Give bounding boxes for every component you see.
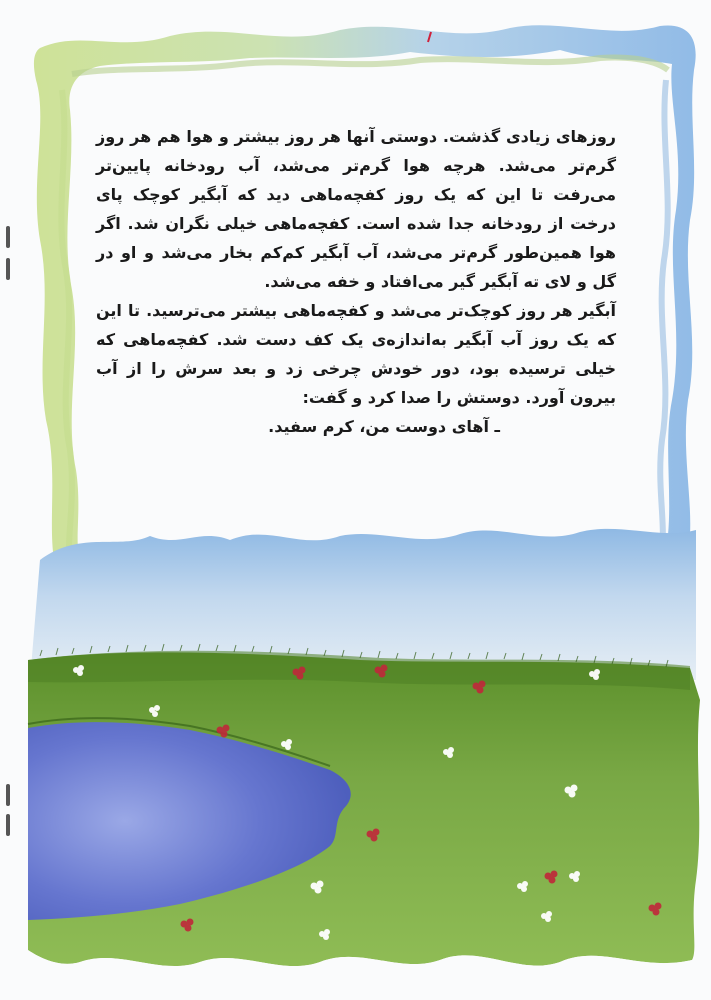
red-flower-icon [181, 665, 662, 932]
story-dialog-line: ـ آهای دوست من، کرم سفید. [268, 417, 500, 436]
white-flower-icon [73, 665, 600, 940]
story-text [96, 122, 616, 441]
story-paragraph-1: روزهای زیادی گذشت. دوستی آنها هر روز بیشتر و هوا هم هر روز گرم‌تر می‌شد. هرچه هوا گرم‌تر می‌شد، آب رودخانه پایین‌تر می‌رفت تا این که یک روز کفچه‌ماهی دید که آبگیر کوچک پای درخت از رودخانه جدا شده است. کفچه‌ماهی خیلی نگران شد. اگر هوا همین‌طور گرم‌تر می‌شد، آب آبگیر کم‌کم بخار می‌شد و او در گل و لای ته آبگیر گیر می‌افتاد و خفه می‌شد. [96, 127, 616, 291]
story-paragraph-2: آبگیر هر روز کوچک‌تر می‌شد و کفچه‌ماهی بیشتر می‌ترسید. تا این که یک روز آب آبگیر به‌اندازه‌ی یک کف دست شد. کفچه‌ماهی که خیلی ترسیده بود، دور خودش چرخی زد و بعد سرش را از آب بیرون آورد. دوستش را صدا کرد و گفت: [96, 301, 616, 407]
pen-mark [428, 32, 431, 42]
